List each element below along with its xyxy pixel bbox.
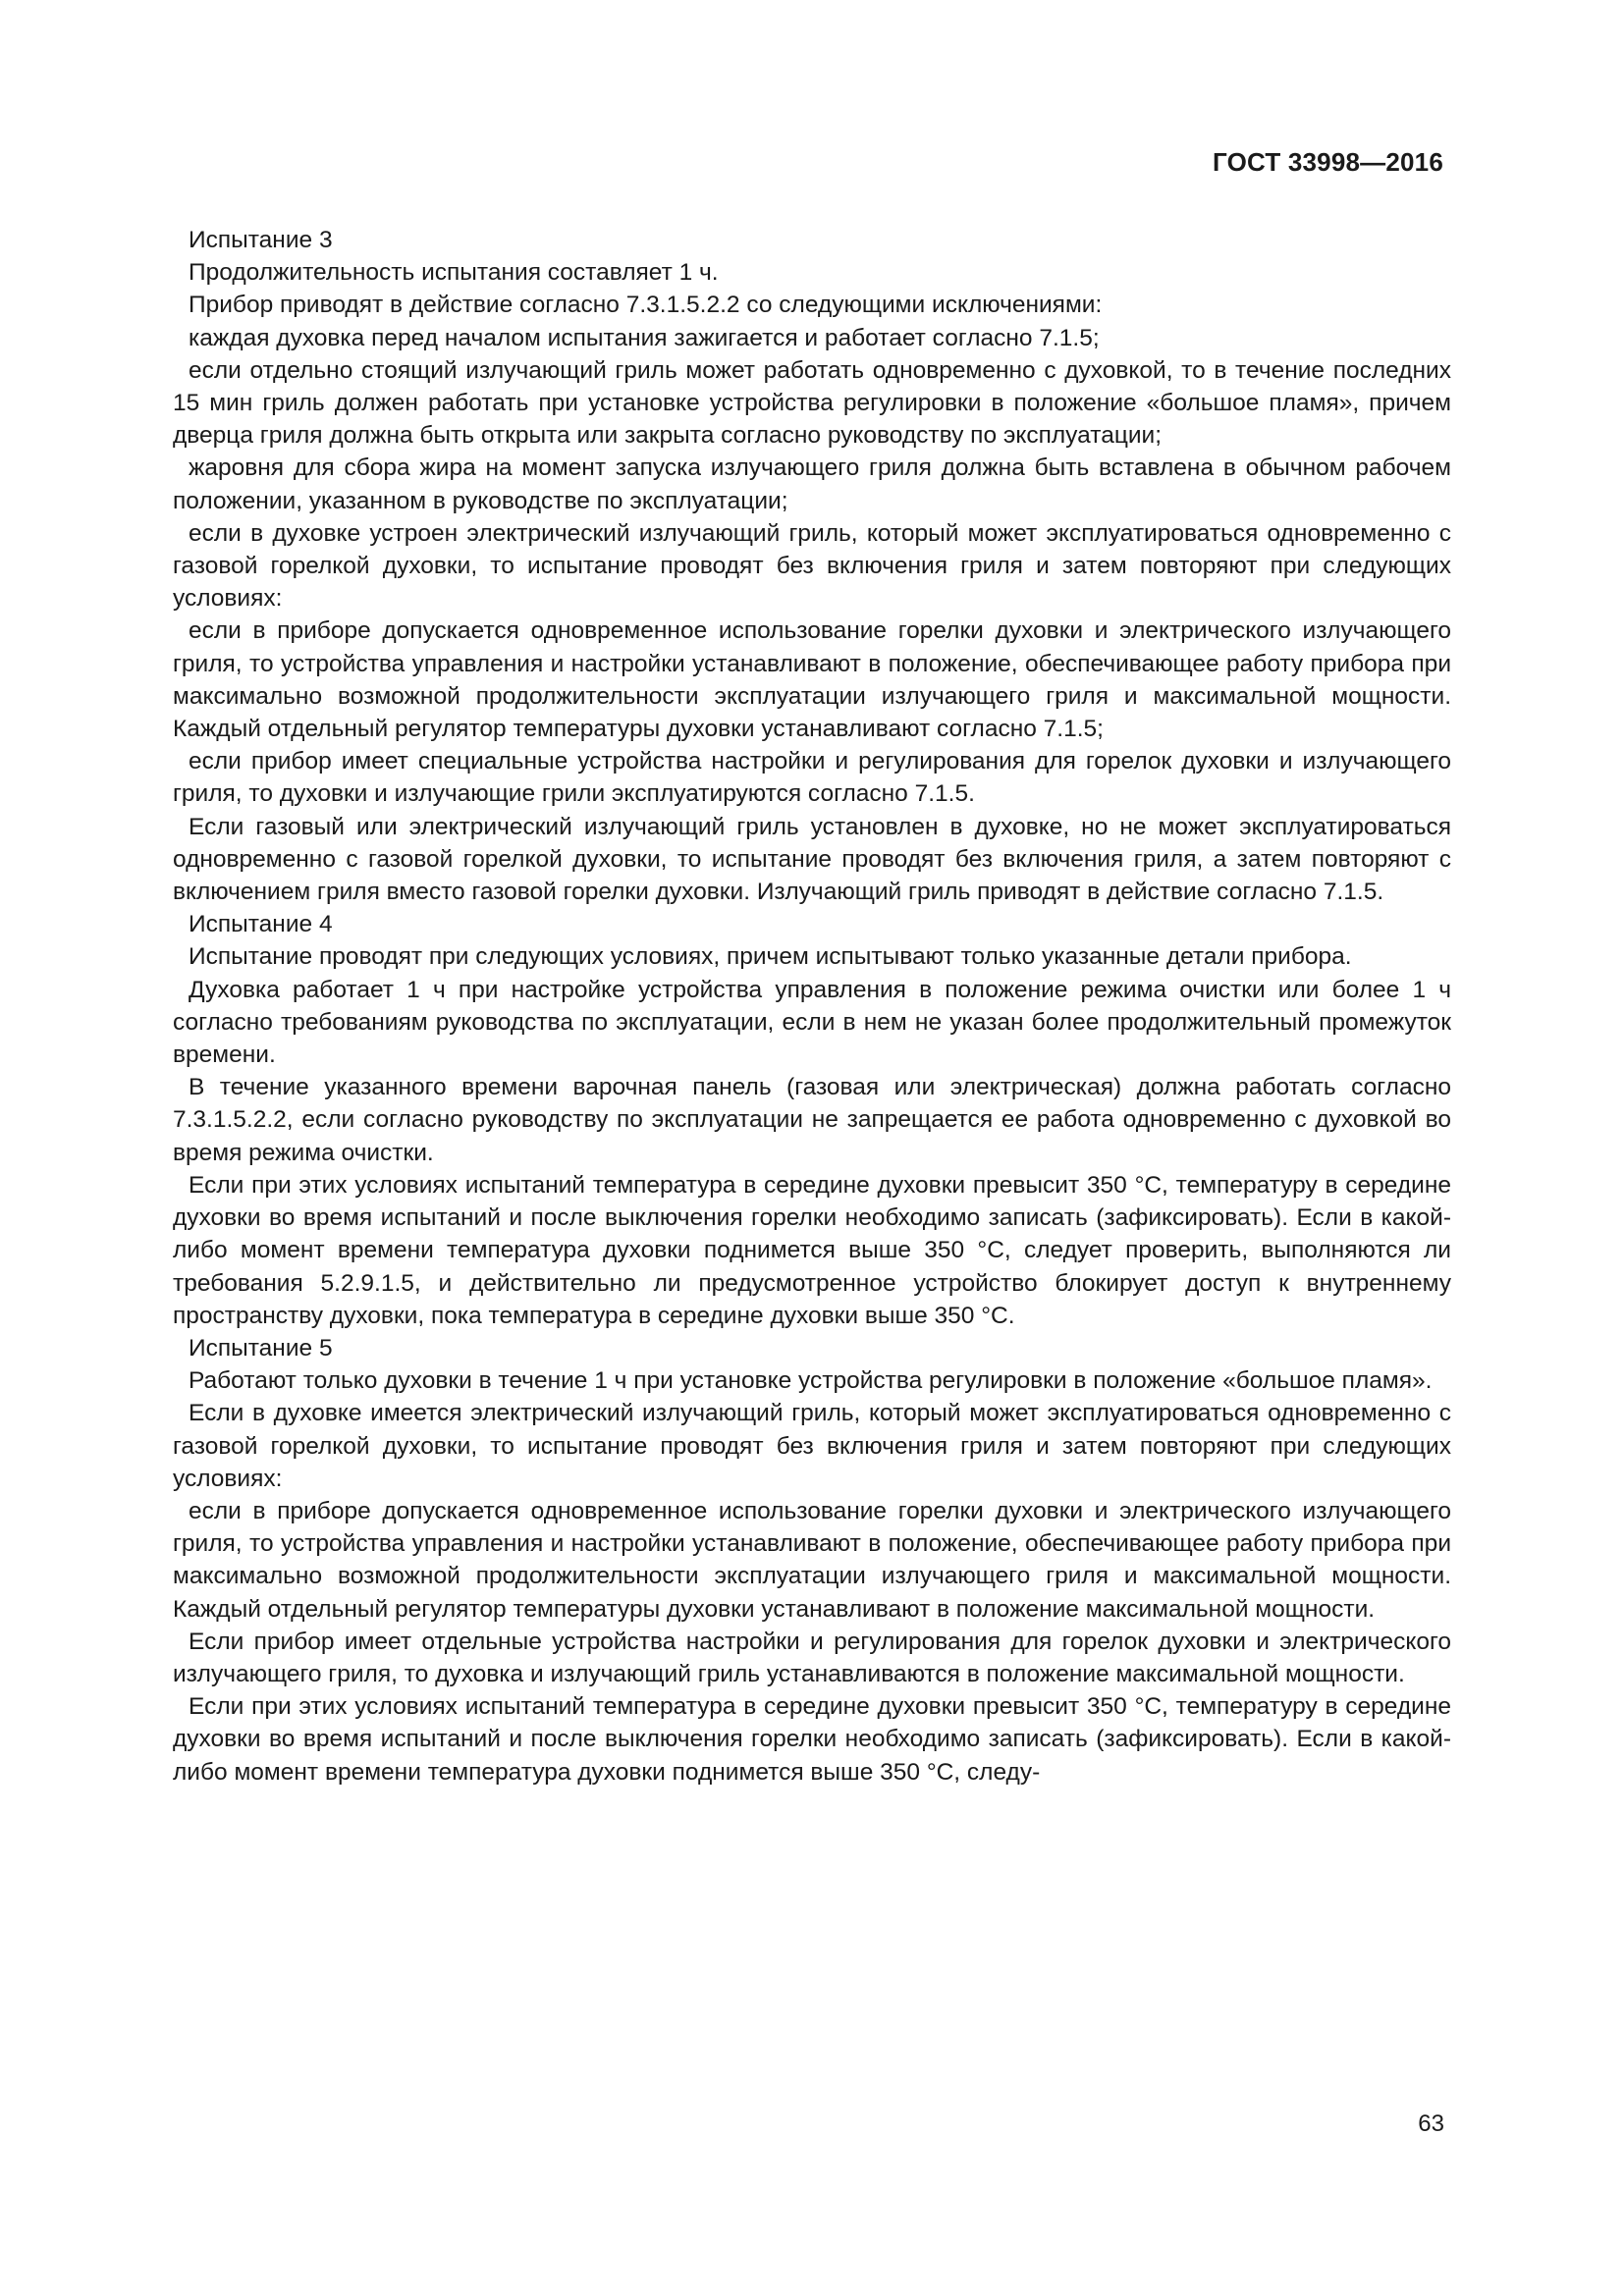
paragraph: Работают только духовки в течение 1 ч при установке устройства регулировки в положение «большое пламя». [189, 1367, 1433, 1395]
paragraph: В течение указанного времени варочная панель (газовая или электрическая) должна работать согласно 7.3.1.5.2.2, если согласно руководству по эксплуатации не запрещается ее работа одновременно с духовкой во время режима очистки. [173, 1074, 1451, 1166]
paragraph: жаровня для сбора жира на момент запуска излучающего гриля должна быть вставлена в обычном рабочем положении, указанном в руководстве по эксплуатации; [173, 454, 1451, 514]
paragraph: Испытание 3 [189, 227, 333, 253]
paragraph: Испытание 4 [189, 911, 333, 938]
document-body [173, 224, 1451, 1789]
paragraph: если отдельно стоящий излучающий гриль может работать одновременно с духовкой, то в течение последних 15 мин гриль должен работать при установке устройства регулировки в положение «большое пламя», причем дверца гриля должна быть открыта или закрыта согласно руководству по эксплуатации; [173, 356, 1451, 450]
paragraph: если прибор имеет специальные устройства настройки и регулирования для горелок духовки и излучающего гриля, то духовки и излучающие грили эксплуатируются согласно 7.1.5. [173, 748, 1451, 808]
paragraph: если в приборе допускается одновременное использование горелки духовки и электрического излучающего гриля, то устройства управления и настройки устанавливают в положение, обеспечивающее работу прибора при максимально возможной продолжительности эксплуатации излучающего гриля и максимальной мощности. Каждый отдельный регулятор температуры духовки устанавливают согласно 7.1.5; [173, 617, 1451, 743]
paragraph: Духовка работает 1 ч при настройке устройства управления в положение режима очистки или более 1 ч согласно требованиям руководства по эксплуатации, если в нем не указан более продолжительный промежуток времени. [173, 976, 1451, 1069]
paragraph: Продолжительность испытания составляет 1 ч. [189, 259, 719, 287]
paragraph: Если прибор имеет отдельные устройства настройки и регулирования для горелок духовки и электрического излучающего гриля, то духовка и излучающий гриль устанавливаются в положение максимальной мощности. [173, 1628, 1451, 1687]
paragraph: если в духовке устроен электрический излучающий гриль, который может эксплуатироваться одновременно с газовой горелкой духовки, то испытание проводят без включения гриля и затем повторяют при следующих условиях: [173, 519, 1451, 613]
paragraph: Если в духовке имеется электрический излучающий гриль, который может эксплуатироваться одновременно с газовой горелкой духовки, то испытание проводят без включения гриля и затем повторяют при следующих условиях: [173, 1400, 1451, 1492]
paragraph: Если газовый или электрический излучающий гриль установлен в духовке, но не может эксплуатироваться одновременно с газовой горелкой духовки, то испытание проводят без включения гриля, а затем повторяют с включением гриля вместо газовой горелки духовки. Излучающий гриль приводят в действие согласно 7.1.5. [173, 813, 1451, 906]
paragraph: Прибор приводят в действие согласно 7.3.1.5.2.2 со следующими исключениями: [189, 292, 1103, 319]
paragraph: Если при этих условиях испытаний температура в середине духовки превысит 350 °С, температуру в середине духовки во время испытаний и после выключения горелки необходимо записать (зафиксировать). Если в какой-либо момент времени температура духовки поднимется выше 350 °С, следу- [173, 1693, 1451, 1786]
paragraph: Испытание 5 [189, 1334, 333, 1362]
paragraph: Испытание проводят при следующих условиях, причем испытывают только указанные детали прибора. [189, 943, 1352, 971]
page-number: 63 [1418, 2110, 1444, 2137]
document-code-header: ГОСТ 33998—2016 [1213, 147, 1443, 177]
paragraph: если в приборе допускается одновременное использование горелки духовки и электрического излучающего гриля, то устройства управления и настройки устанавливают в положение, обеспечивающее работу прибора при максимально возможной продолжительности эксплуатации излучающего гриля и максимальной мощности. Каждый отдельный регулятор температуры духовки устанавливают в положение максимальной мощности. [173, 1497, 1451, 1623]
paragraph: каждая духовка перед началом испытания зажигается и работает согласно 7.1.5; [189, 324, 1100, 351]
paragraph: Если при этих условиях испытаний температура в середине духовки превысит 350 °С, температуру в середине духовки во время испытаний и после выключения горелки необходимо записать (зафиксировать). Если в какой-либо момент времени температура духовки поднимется выше 350 °С, следует проверить, выполняются ли требования 5.2.9.1.5, и действительно ли предусмотренное устройство блокирует доступ к внутреннему пространству духовки, пока температура в середине духовки выше 350 °С. [173, 1171, 1451, 1329]
